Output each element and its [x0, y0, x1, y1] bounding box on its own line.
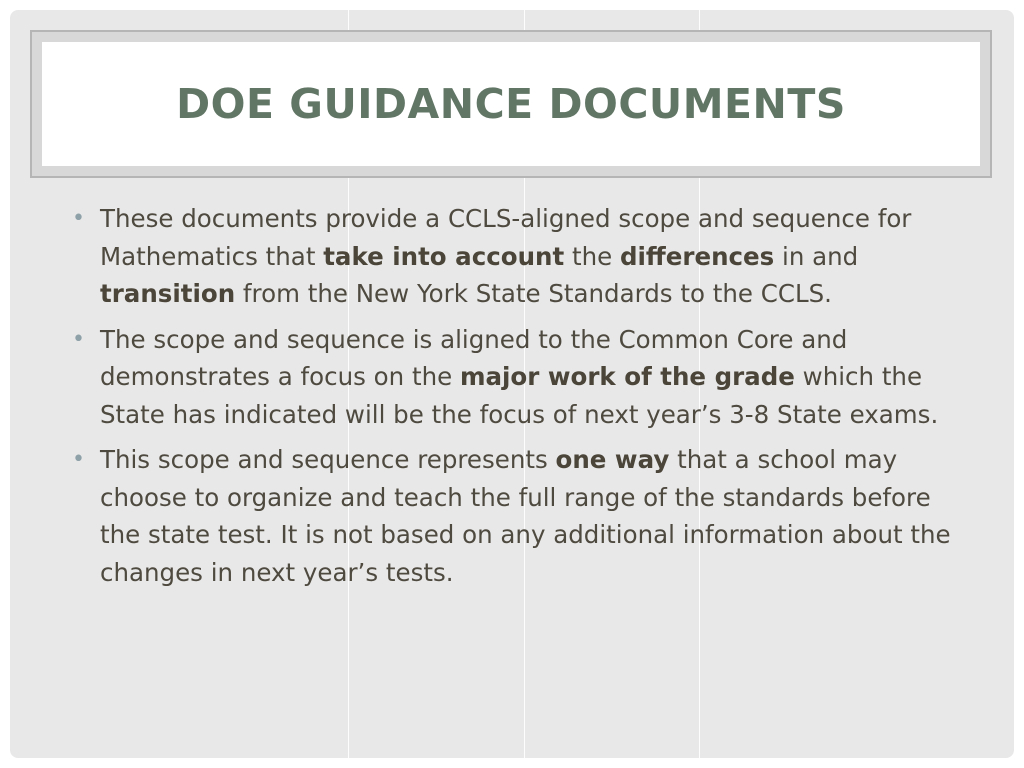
bullet-text: These documents provide a CCLS-aligned scope and sequence for Mathematics that [100, 204, 912, 271]
bullet-text: the [564, 241, 620, 271]
bullet-list [72, 200, 972, 591]
bullet-item [72, 200, 972, 313]
bullet-bold-text: major work of the grade [459, 362, 795, 391]
bullet-text: which the State has indicated will be the focus of next year’s 3-8 State exams. [100, 362, 939, 429]
bullet-icon: • [72, 447, 85, 472]
bullet-text: from the New York State Standards to the CCLS. [235, 279, 832, 308]
bullet-text: that a school may choose to organize and teach the full range of the standards before the state test. It is not based on any additional information about the changes in next year’s tests. [100, 445, 951, 587]
bullet-icon: • [72, 206, 85, 231]
bullet-item [72, 321, 972, 434]
bullet-text: This scope and sequence represents [100, 445, 556, 474]
bullet-icon: • [72, 326, 85, 352]
slide-title: DOE GUIDANCE DOCUMENTS [176, 80, 846, 128]
title-box [42, 42, 980, 166]
bullet-text: The scope and sequence is aligned to the Common Core and demonstrates a focus on the [100, 324, 848, 391]
bullet-bold-text: differences [619, 241, 775, 271]
bullet-text: in and [774, 241, 859, 271]
content-area [72, 200, 972, 599]
slide [10, 10, 1014, 758]
bullet-bold-text: take into account [323, 241, 565, 271]
bullet-bold-text: transition [100, 279, 236, 308]
title-frame [30, 30, 992, 178]
bullet-bold-text: one way [555, 445, 670, 474]
bullet-item [72, 441, 972, 591]
